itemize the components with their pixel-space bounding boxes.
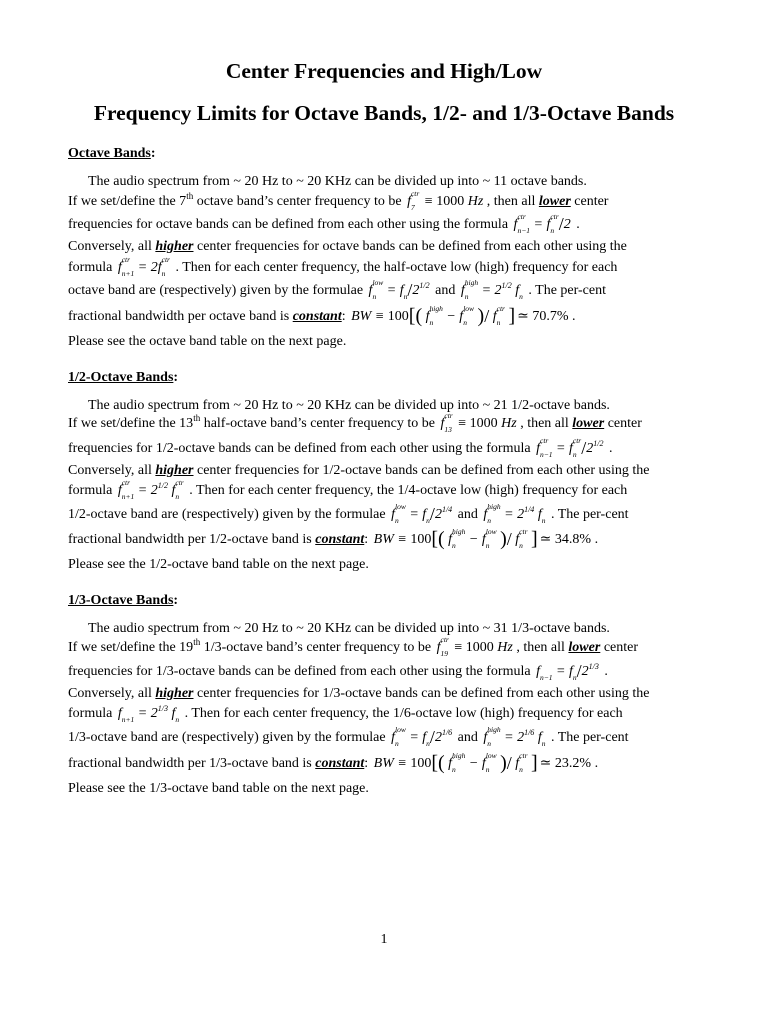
octave-line-4: Conversely, all higher center frequencies for octave bands can be defined from each other using the [68, 239, 627, 254]
octave-line-2: If we set/define the 7th octave band’s center frequency to be f ctr 7 ≡ 1000 Hz , then all lower center [68, 188, 609, 212]
formula-high-half-octave: f high n = $2^{1/4}$ f n [483, 501, 546, 525]
octave-line-5: formula f ctr n+1 = 2f ctr n . Then for each center frequency, the half-octave low (high) frequency for each [68, 254, 618, 278]
third-octave-line-2: If we set/define the 19th 1/3-octave band’s center frequency to be f ctr 19 ≡ 1000 Hz , then all lower center [68, 634, 639, 658]
third-octave-line-5: formula f n+1 = $2^{1/3}$ f n . Then for each center frequency, the 1/6-octave low (high) frequency for each [68, 704, 623, 724]
section-heading-octave: Octave Bands: [68, 146, 156, 161]
page-title-line-1: Center Frequencies and High/Low [225, 59, 543, 83]
formula-low-octave: f low n = f n $/2^{1/2}$ [368, 277, 430, 301]
formula-lower-octave: f ctr n−1 = f ctr n /2 [513, 211, 571, 235]
octave-line-7: fractional bandwidth per octave band is constant: BW ≡ 100[( f high n − f low n )/ f ctr n ] ≃ 70.7% . [68, 303, 576, 327]
half-octave-line-4: Conversely, all higher center frequencies for 1/2-octave bands can be defined from each other using the [68, 463, 650, 478]
section-heading-third-octave: 1/3-Octave Bands: [68, 593, 179, 608]
formula-low-third-octave: f low n = f n $/2^{1/6}$ [391, 724, 453, 748]
half-octave-line-7: fractional bandwidth per 1/2-octave band is constant: BW ≡ 100[( f high n − f low n )/ f ctr n ] ≃ 34.8% . [68, 526, 599, 550]
formula-f7-ctr: f ctr 7 [407, 188, 420, 212]
third-octave-line-8: Please see the 1/3-octave band table on the next page. [68, 781, 369, 796]
octave-line-1: The audio spectrum from ~ 20 Hz to ~ 20 KHz can be divided up into ~ 11 octave bands. [88, 174, 587, 189]
half-octave-line-1: The audio spectrum from ~ 20 Hz to ~ 20 KHz can be divided up into ~ 21 1/2-octave bands. [88, 398, 610, 413]
formula-lower-third-octave: f n−1 = f n $/2^{1/3}$ [536, 661, 599, 682]
formula-f13-ctr: f ctr 13 [440, 410, 453, 434]
octave-line-3: frequencies for octave bands can be defined from each other using the formula f ctr n−1 = f ctr n /2 . [68, 211, 580, 235]
third-octave-line-6: 1/3-octave band are (respectively) given by the formulae f low n = f n $/2^{1/6}$ and f high n = $2^{1/6}$ f n . The per-cent [68, 724, 629, 748]
half-octave-line-8: Please see the 1/2-octave band table on the next page. [68, 557, 369, 572]
page-number: 1 [380, 932, 388, 947]
half-octave-line-6: 1/2-octave band are (respectively) given by the formulae f low n = f n $/2^{1/4}$ and f high n = $2^{1/4}$ f n . The per-cent [68, 501, 629, 525]
formula-bw-third-octave: BW ≡ 100[( f high n − f low n )/ f ctr n ] [373, 750, 538, 774]
formula-low-half-octave: f low n = f n $/2^{1/4}$ [391, 501, 453, 525]
half-octave-line-2: If we set/define the 13th half-octave band’s center frequency to be f ctr 13 ≡ 1000 Hz , then all lower center [68, 410, 642, 434]
formula-higher-third-octave: f n+1 = $2^{1/3}$ f n [117, 704, 180, 724]
formula-higher-octave: f ctr n+1 = 2f ctr n [117, 254, 170, 278]
octave-line-8: Please see the octave band table on the next page. [68, 334, 347, 349]
section-heading-half-octave: 1/2-Octave Bands: [68, 370, 179, 385]
formula-bw-half-octave: BW ≡ 100[( f high n − f low n )/ f ctr n ] [373, 526, 538, 550]
octave-line-6: octave band are (respectively) given by the formulae f low n = f n $/2^{1/2}$ and f high n = $2^{1/2}$ f n . The per-cent [68, 277, 606, 301]
third-octave-line-3: frequencies for 1/3-octave bands can be defined from each other using the formula f n−1 = f n $/2^{1/3}$ . [68, 661, 608, 682]
third-octave-line-1: The audio spectrum from ~ 20 Hz to ~ 20 KHz can be divided up into ~ 31 1/3-octave bands. [88, 621, 610, 636]
half-octave-line-5: formula f ctr n+1 = $2^{1/2}$ f ctr n . Then for each center frequency, the 1/4-octave low (high) frequency for each [68, 477, 628, 501]
formula-high-octave: f high n = $2^{1/2}$ f n [460, 277, 523, 301]
formula-high-third-octave: f high n = $2^{1/6}$ f n [483, 724, 546, 748]
formula-f19-ctr: f ctr 19 [436, 634, 449, 658]
formula-lower-half-octave: f ctr n−1 = f ctr n $/2^{1/2}$ [536, 435, 604, 459]
page-title-line-2: Frequency Limits for Octave Bands, 1/2- and 1/3-Octave Bands [93, 101, 675, 125]
formula-bw-octave: BW ≡ 100[( f high n − f low n )/ f ctr n ] [351, 303, 516, 327]
third-octave-line-4: Conversely, all higher center frequencies for 1/3-octave bands can be defined from each other using the [68, 686, 650, 701]
formula-higher-half-octave: f ctr n+1 = $2^{1/2}$ f ctr n [117, 477, 184, 501]
half-octave-line-3: frequencies for 1/2-octave bands can be defined from each other using the formula f ctr n−1 = f ctr n $/2^{1/2}$ . [68, 435, 613, 459]
third-octave-line-7: fractional bandwidth per 1/3-octave band is constant: BW ≡ 100[( f high n − f low n )/ f ctr n ] ≃ 23.2% . [68, 750, 599, 774]
